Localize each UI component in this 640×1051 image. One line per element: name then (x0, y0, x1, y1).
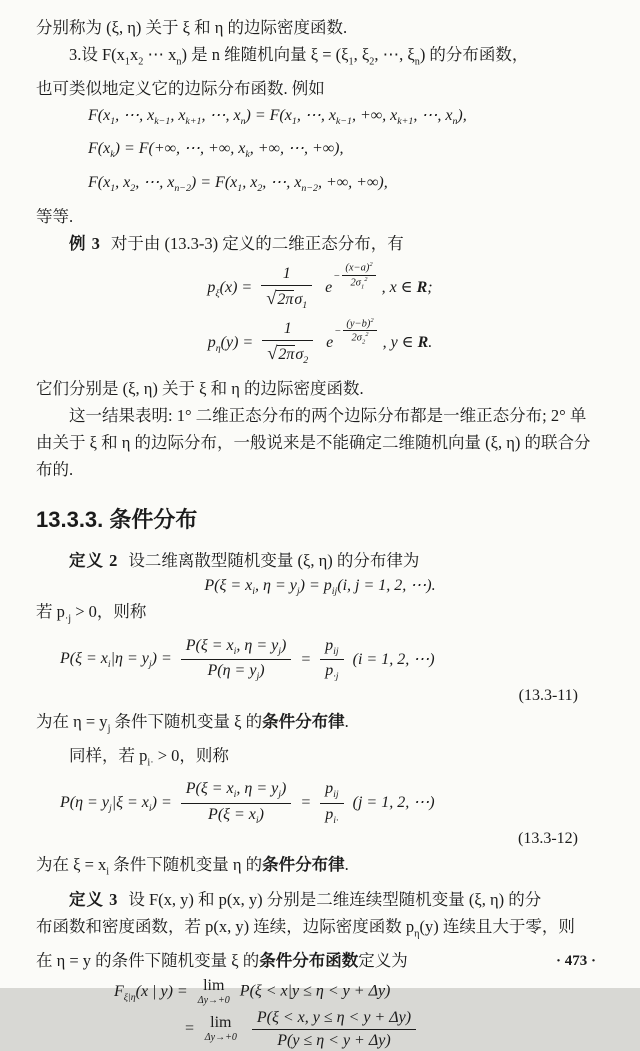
radical-sign: √ (267, 343, 278, 364)
reals-symbol: R (416, 278, 428, 296)
eqF-lhs: $F_{\xi|\eta}(x$ | y) = (114, 982, 188, 1003)
density-y-lhs: $p_\eta(y)$ = (207, 334, 254, 355)
equation-number-13-3-12: (13.3-12) (518, 830, 578, 848)
equation-13-3-11 (60, 636, 604, 684)
eq11-fraction-1: $\frac{P(\xi = x_i, \eta = y_j)}{P(\eta = y_j)}$ (181, 636, 292, 684)
radical-sign: √ (266, 287, 277, 308)
equals-sign: = (300, 650, 312, 668)
definition3-line-1: 定义 3 设 F(x, y) 和 p(x, y) 分别是二维连续型随机变量 (ξ, η) 的分 (69, 889, 542, 909)
density-x-exponent (333, 261, 377, 291)
density-y-fraction (262, 319, 313, 368)
sigma-2: $\sigma_2$ (295, 346, 309, 367)
conditional-cdf-definition-equation (36, 978, 604, 1051)
density-x-domain: , x ∈ (381, 278, 417, 296)
example3-text: 对于由 (13.3-3) 定义的二维正态分布，有 (110, 233, 404, 253)
marginal-cdf-equation-3: $F(x_1$, $x_2$, ⋯, $x_{n-2}) = F(x_1$, $x_2$, ⋯, $x_{n-2}$, +∞, +∞), (88, 173, 388, 194)
euler-e: e (325, 278, 333, 296)
density-x-fraction (261, 264, 312, 313)
eq12-index-range: (j = 1, 2, ⋯) (352, 794, 435, 811)
eq12-fraction-2: $\frac{p_{ij}}{p_{i\cdot}}$ (320, 779, 344, 827)
conditional-cdf-term: 条件分布函数 (259, 951, 359, 970)
limit-subscript: Δy→+0 (197, 994, 230, 1006)
condition2-after: 为在 $\xi = x_i$ 条件下随机变量 η 的条件分布律. (36, 855, 349, 878)
condition1-after: 为在 $\eta = y_j$ 条件下随机变量 ξ 的条件分布律. (36, 711, 349, 734)
remark-line-1: 这一结果表明: 1° 二维正态分布的两个边际分布都是一维正态分布; 2° 单 (69, 406, 587, 426)
conditional-law-term: 条件分布律 (262, 855, 345, 875)
sigma-1: $\sigma_1$ (294, 290, 308, 312)
density-y-domain: , y ∈ (382, 334, 418, 352)
exponent-minus: − (334, 326, 342, 338)
example3-label: 例 3 (69, 233, 101, 253)
condition1-intro: 若 $p_{\cdot j} > 0$，则称 (36, 602, 147, 625)
conditional-cdf-line-2 (184, 1008, 604, 1051)
exponent-minus: − (333, 270, 341, 282)
conditional-cdf-line-1 (114, 978, 604, 1006)
section-heading: 13.3.3. 条件分布 (36, 507, 198, 533)
intro-line-2: 3.设 $F(x_1x_2$ ⋯ $x_n$) 是 n 维随机向量 $\xi = (\xi_1$, $\xi_2$, ⋯, $\xi_n$) 的分布函数， (69, 45, 529, 68)
density-x-lhs: $p_\xi(x)$ = (207, 278, 253, 300)
conditional-law-term: 条件分布律 (262, 711, 345, 731)
eq12-fraction-1: $\frac{P(\xi = x_i, \eta = y_j)}{P(\xi = x_i)}$ (181, 779, 292, 827)
remark-line-2: 由关于 ξ 和 η 的边际分布，一般说来是不能确定二维随机向量 (ξ, η) 的联合分 (36, 433, 591, 453)
exponent-fraction: $\frac{(y-b)^2}{2\sigma_2^2}$ (343, 317, 376, 347)
definition2-paragraph (36, 547, 604, 574)
limit-operator: lim Δy→+0 (204, 1014, 237, 1044)
joint-distribution-law-equation: $P(\xi = x_i$, $\eta = y_j) = p_{ij}(i$, j = 1, 2, ⋯). (204, 577, 436, 598)
intro-line-1: 分别称为 (ξ, η) 关于 ξ 和 η 的边际密度函数. (36, 18, 348, 37)
definition2-label: 定义 2 (69, 551, 119, 571)
reals-symbol: R (417, 334, 429, 352)
equals-sign: = (184, 1019, 195, 1037)
eqF-fraction: $\frac{P(\xi < x, y \le \eta < y + \Delta y)}{P(y \le \eta < y + \Delta y)}$ (252, 1008, 416, 1051)
limit-operator: lim Δy→+0 (197, 977, 230, 1006)
marginal-density-formula-y: $p_\eta(y)$ = $\frac{1}{√2\pi\sigma_2}$ e − $\frac{(y-b)^2}{2\sigma_2^2}$ , y ∈ R. (207, 316, 433, 367)
intro-line-4: 等等. (36, 206, 74, 226)
radicand: 2π (278, 346, 295, 364)
limit-subscript: Δy→+0 (204, 1032, 237, 1044)
density-y-numerator: 1 (262, 319, 313, 341)
equals-sign: = (300, 794, 312, 811)
radicand: 2π (277, 290, 294, 308)
marginal-density-formula-x: $p_\xi(x)$ = $\frac{1}{√2\pi\sigma_1}$ e − $\frac{(x-a)^2}{2\sigma_1^2}$ , x ∈ R; (207, 261, 433, 312)
eq11-index-range: (i = 1, 2, ⋯) (352, 650, 435, 668)
example3-paragraph (36, 230, 604, 257)
eqF-probability-1: P(ξ < x|y ≤ η < y + Δy) (239, 982, 391, 1000)
definition3-line-3: 在 η = y 的条件下随机变量 ξ 的条件分布函数定义为 (36, 951, 408, 970)
euler-e: e (326, 334, 334, 352)
definition3-line-2: 布函数和密度函数，若 p(x, y) 连续，边际密度函数 $p_\eta(y)$ 连续且大于零，则 (36, 916, 575, 939)
density-x-denominator (261, 286, 312, 313)
page-number: · 473 · (555, 953, 596, 969)
remark-line-3: 布的. (36, 460, 74, 480)
eq11-fraction-2: $\frac{p_{ij}}{p_{\cdot j}}$ (320, 636, 344, 684)
density-x-numerator: 1 (261, 264, 312, 286)
equation-13-3-12 (60, 779, 604, 827)
exponent-fraction: $\frac{(x-a)^2}{2\sigma_1^2}$ (342, 261, 375, 291)
marginal-cdf-equation-2: $F(x_k) = F(+\infty$, ⋯, +∞, $x_k$, +∞, ⋯, +∞), (88, 140, 344, 161)
definition2-text: 设二维离散型随机变量 (ξ, η) 的分布律为 (128, 551, 420, 571)
marginal-cdf-equation-1: $F(x_1$, ⋯, $x_{k-1}$, $x_{k+1}$, ⋯, $x_n) = F(x_1$, ⋯, $x_{k-1}$, +∞, $x_{k+1}$, ⋯, $x_n$), (88, 107, 467, 128)
definition3-label: 定义 3 (69, 889, 119, 909)
density-y-denominator (262, 341, 313, 368)
example3-after: 它们分别是 (ξ, η) 关于 ξ 和 η 的边际密度函数. (36, 379, 364, 399)
density-y-exponent (334, 317, 378, 347)
eq11-lhs: $P(\xi = x_i|\eta = y_j)$ = (60, 650, 172, 671)
intro-line-3: 也可类似地定义它的边际分布函数. 例如 (36, 79, 325, 99)
condition2-intro: 同样，若 $p_{i\cdot} > 0$，则称 (69, 745, 229, 769)
eq12-lhs: $P(\eta = y_j|\xi = x_i)$ = (60, 794, 172, 815)
equation-number-13-3-11: (13.3-11) (518, 686, 578, 704)
